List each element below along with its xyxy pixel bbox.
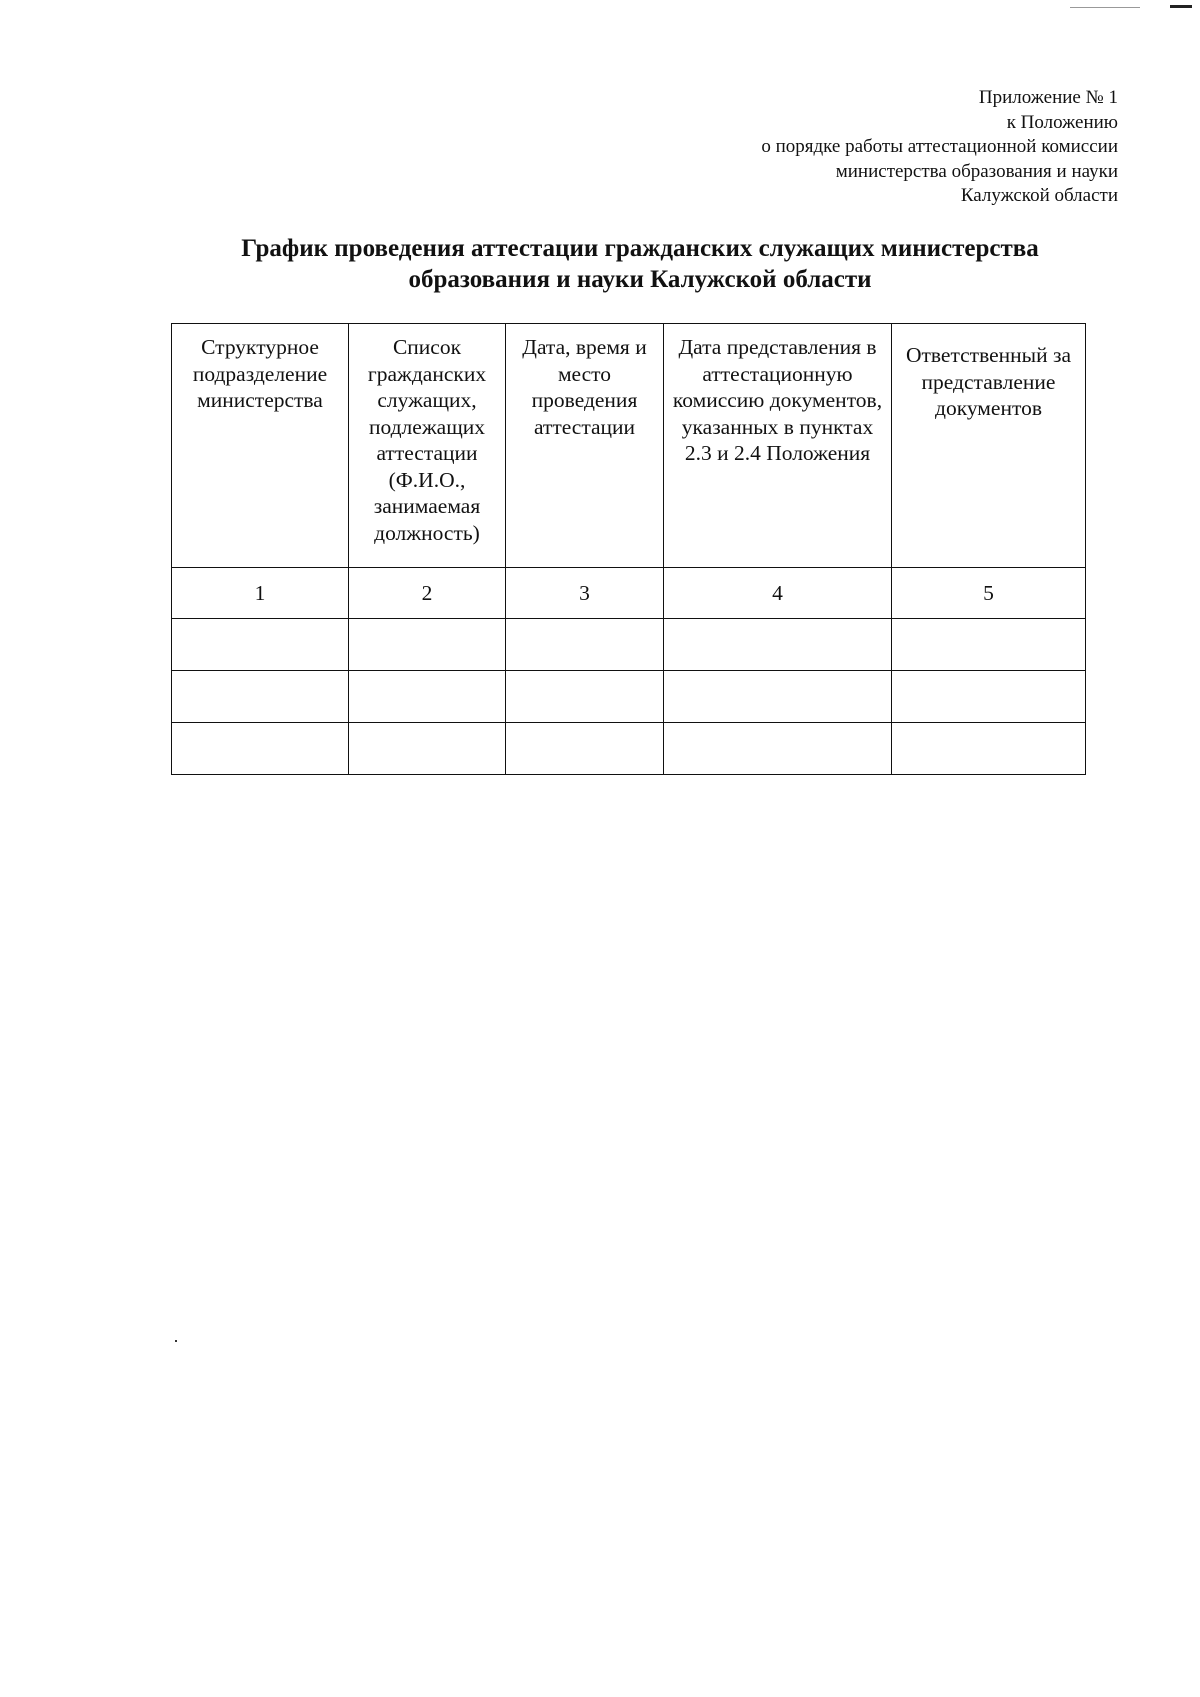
empty-cell xyxy=(349,671,506,723)
empty-cell xyxy=(892,619,1086,671)
appendix-reference xyxy=(558,86,1118,209)
column-number: 5 xyxy=(892,568,1086,619)
empty-cell xyxy=(172,671,349,723)
empty-cell xyxy=(506,723,664,775)
document-title xyxy=(200,233,1080,295)
empty-cell xyxy=(664,619,892,671)
empty-cell xyxy=(172,619,349,671)
appendix-line: Приложение № 1 xyxy=(978,87,1118,108)
column-number: 1 xyxy=(172,568,349,619)
table-row xyxy=(172,619,1086,671)
column-number: 3 xyxy=(506,568,664,619)
empty-cell xyxy=(664,723,892,775)
empty-cell xyxy=(892,723,1086,775)
appendix-line: Калужской области xyxy=(960,185,1118,206)
appendix-line: о порядке работы аттестационной комиссии xyxy=(761,136,1118,157)
header-cell-datetime-place: Дата, время и место проведения аттестации xyxy=(506,324,664,568)
column-number-row xyxy=(172,568,1086,619)
appendix-line: к Положению xyxy=(1006,111,1118,133)
scan-artifact-line xyxy=(1070,7,1140,8)
table-row xyxy=(172,723,1086,775)
empty-cell xyxy=(349,723,506,775)
column-number: 2 xyxy=(349,568,506,619)
table-row xyxy=(172,671,1086,723)
column-number: 4 xyxy=(664,568,892,619)
empty-cell xyxy=(506,671,664,723)
title-line-1: График проведения аттестации гражданских служащих министерства xyxy=(241,235,1039,262)
empty-cell xyxy=(172,723,349,775)
header-cell-responsible: Ответственный за представление документов xyxy=(892,324,1086,568)
header-cell-department: Структурное подразделение министерства xyxy=(172,324,349,568)
empty-cell xyxy=(349,619,506,671)
attestation-schedule-table xyxy=(171,323,1086,775)
appendix-line: министерства образования и науки xyxy=(835,160,1118,182)
table-header-row xyxy=(172,324,1086,568)
header-cell-submission-date: Дата представления в аттестационную комиссию документов, указанных в пунктах 2.3 и 2.4 Положения xyxy=(664,324,892,568)
header-cell-employees: Список гражданских служащих, подлежащих аттестации (Ф.И.О., занимаемая должность) xyxy=(349,324,506,568)
empty-cell xyxy=(664,671,892,723)
title-line-2: образования и науки Калужской области xyxy=(408,266,872,293)
empty-cell xyxy=(506,619,664,671)
empty-cell xyxy=(892,671,1086,723)
scan-artifact-dash xyxy=(1170,5,1192,8)
scan-artifact-dot xyxy=(175,1340,177,1342)
